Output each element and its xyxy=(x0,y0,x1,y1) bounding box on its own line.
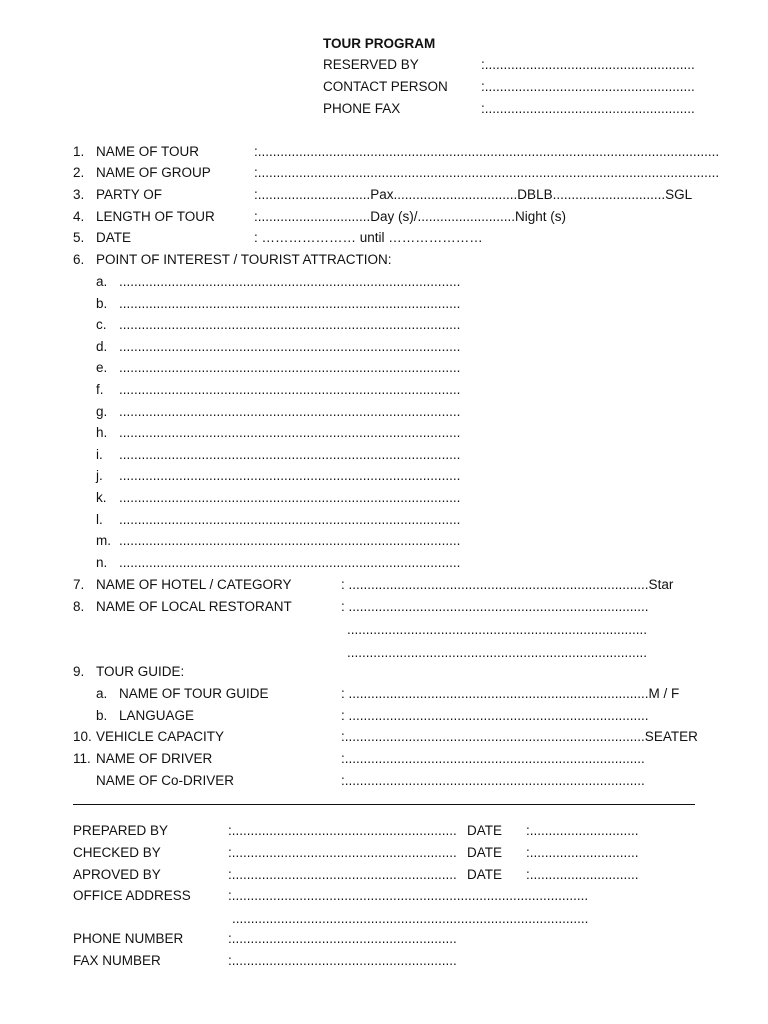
attraction-letter: b. xyxy=(96,296,108,311)
contact-person-label: CONTACT PERSON xyxy=(323,79,448,94)
guide-name-field[interactable]: : ................................................................................M / F xyxy=(341,686,680,701)
date-field[interactable]: : ………………… until ………………… xyxy=(254,230,483,245)
attraction-letter: c. xyxy=(96,317,107,332)
approved-by-field[interactable]: :............................................................ xyxy=(228,867,457,882)
language-field[interactable]: : ................................................................................ xyxy=(341,708,649,723)
item-number: 9. xyxy=(73,664,85,679)
fax-number-label: FAX NUMBER xyxy=(73,953,161,968)
attraction-letter: a. xyxy=(96,274,108,289)
attraction-letter: m. xyxy=(96,533,111,548)
item-number: 2. xyxy=(73,165,85,180)
reserved-by-field[interactable]: :........................................................ xyxy=(481,57,695,72)
office-address-label: OFFICE ADDRESS xyxy=(73,888,191,903)
attraction-field[interactable]: ........................................................................................... xyxy=(119,382,461,397)
guide-name-label: NAME OF TOUR GUIDE xyxy=(119,686,269,701)
office-address-field[interactable]: :............................................................................................... xyxy=(228,888,589,903)
item-number: 6. xyxy=(73,252,85,267)
tour-length-field[interactable]: :..............................Day (s)/..........................Night (s) xyxy=(254,209,567,224)
party-of-field[interactable]: :..............................Pax.................................DBLB..............................SGL xyxy=(254,187,693,202)
tour-name-field[interactable]: :........................................................................................................................... xyxy=(254,144,720,159)
vehicle-capacity-field[interactable]: :................................................................................SEATER xyxy=(341,729,698,744)
sub-item-letter: b. xyxy=(96,708,108,723)
checked-by-field[interactable]: :............................................................ xyxy=(228,845,457,860)
prepared-date-field[interactable]: :............................. xyxy=(526,823,639,838)
tour-name-label: NAME OF TOUR xyxy=(96,144,200,159)
attraction-field[interactable]: ........................................................................................... xyxy=(119,274,461,289)
checked-date-label: DATE xyxy=(467,845,503,860)
tour-length-label: LENGTH OF TOUR xyxy=(96,209,215,224)
hotel-label: NAME OF HOTEL / CATEGORY xyxy=(96,577,292,592)
item-number: 4. xyxy=(73,209,85,224)
attraction-letter: d. xyxy=(96,339,108,354)
phone-fax-label: PHONE FAX xyxy=(323,101,401,116)
fax-number-field[interactable]: :............................................................ xyxy=(228,953,457,968)
driver-label: NAME OF DRIVER xyxy=(96,751,213,766)
item-number: 3. xyxy=(73,187,85,202)
attraction-field[interactable]: ........................................................................................... xyxy=(119,404,461,419)
approved-date-label: DATE xyxy=(467,867,503,882)
prepared-by-field[interactable]: :............................................................ xyxy=(228,823,457,838)
attraction-field[interactable]: ........................................................................................... xyxy=(119,447,461,462)
attraction-field[interactable]: ........................................................................................... xyxy=(119,296,461,311)
restaurant-field-line[interactable]: ................................................................................ xyxy=(347,645,648,660)
phone-fax-field[interactable]: :........................................................ xyxy=(481,101,695,116)
attraction-field[interactable]: ........................................................................................... xyxy=(119,360,461,375)
attractions-heading: POINT OF INTEREST / TOURIST ATTRACTION: xyxy=(96,252,392,267)
attraction-letter: i. xyxy=(96,447,103,462)
attraction-letter: h. xyxy=(96,425,108,440)
prepared-date-label: DATE xyxy=(467,823,503,838)
driver-field[interactable]: :................................................................................ xyxy=(341,751,645,766)
attraction-letter: f. xyxy=(96,382,104,397)
vehicle-capacity-label: VEHICLE CAPACITY xyxy=(96,729,225,744)
section-divider xyxy=(73,804,695,805)
language-label: LANGUAGE xyxy=(119,708,195,723)
form-title: TOUR PROGRAM xyxy=(323,36,436,51)
phone-number-label: PHONE NUMBER xyxy=(73,931,184,946)
party-of-label: PARTY OF xyxy=(96,187,163,202)
restaurant-field[interactable]: : ................................................................................ xyxy=(341,599,649,614)
attraction-field[interactable]: ........................................................................................... xyxy=(119,468,461,483)
approved-by-label: APROVED BY xyxy=(73,867,161,882)
item-number: 8. xyxy=(73,599,85,614)
restaurant-field-line[interactable]: ................................................................................ xyxy=(347,622,648,637)
attraction-letter: g. xyxy=(96,404,108,419)
contact-person-field[interactable]: :........................................................ xyxy=(481,79,695,94)
group-name-label: NAME OF GROUP xyxy=(96,165,211,180)
approved-date-field[interactable]: :............................. xyxy=(526,867,639,882)
co-driver-label: NAME OF Co-DRIVER xyxy=(96,773,235,788)
item-number: 1. xyxy=(73,144,85,159)
checked-date-field[interactable]: :............................. xyxy=(526,845,639,860)
restaurant-label: NAME OF LOCAL RESTORANT xyxy=(96,599,292,614)
attraction-field[interactable]: ........................................................................................... xyxy=(119,425,461,440)
attraction-field[interactable]: ........................................................................................... xyxy=(119,490,461,505)
attraction-field[interactable]: ........................................................................................... xyxy=(119,339,461,354)
hotel-field[interactable]: : ................................................................................Star xyxy=(341,577,674,592)
attraction-field[interactable]: ........................................................................................... xyxy=(119,317,461,332)
date-label: DATE xyxy=(96,230,132,245)
attraction-field[interactable]: ........................................................................................... xyxy=(119,512,461,527)
sub-item-letter: a. xyxy=(96,686,108,701)
attraction-field[interactable]: ........................................................................................... xyxy=(119,533,461,548)
attraction-letter: l. xyxy=(96,512,103,527)
phone-number-field[interactable]: :............................................................ xyxy=(228,931,457,946)
item-number: 7. xyxy=(73,577,85,592)
attraction-field[interactable]: ........................................................................................... xyxy=(119,555,461,570)
reserved-by-label: RESERVED BY xyxy=(323,57,419,72)
item-number: 10. xyxy=(73,729,92,744)
office-address-field-line[interactable]: ............................................................................................... xyxy=(232,911,589,926)
tour-guide-heading: TOUR GUIDE: xyxy=(96,664,185,679)
checked-by-label: CHECKED BY xyxy=(73,845,161,860)
attraction-letter: j. xyxy=(96,468,103,483)
item-number: 11. xyxy=(73,751,91,766)
attraction-letter: k. xyxy=(96,490,107,505)
attraction-letter: n. xyxy=(96,555,108,570)
attraction-letter: e. xyxy=(96,360,108,375)
co-driver-field[interactable]: :................................................................................ xyxy=(341,773,645,788)
group-name-field[interactable]: :........................................................................................................................... xyxy=(254,165,720,180)
prepared-by-label: PREPARED BY xyxy=(73,823,169,838)
item-number: 5. xyxy=(73,230,85,245)
